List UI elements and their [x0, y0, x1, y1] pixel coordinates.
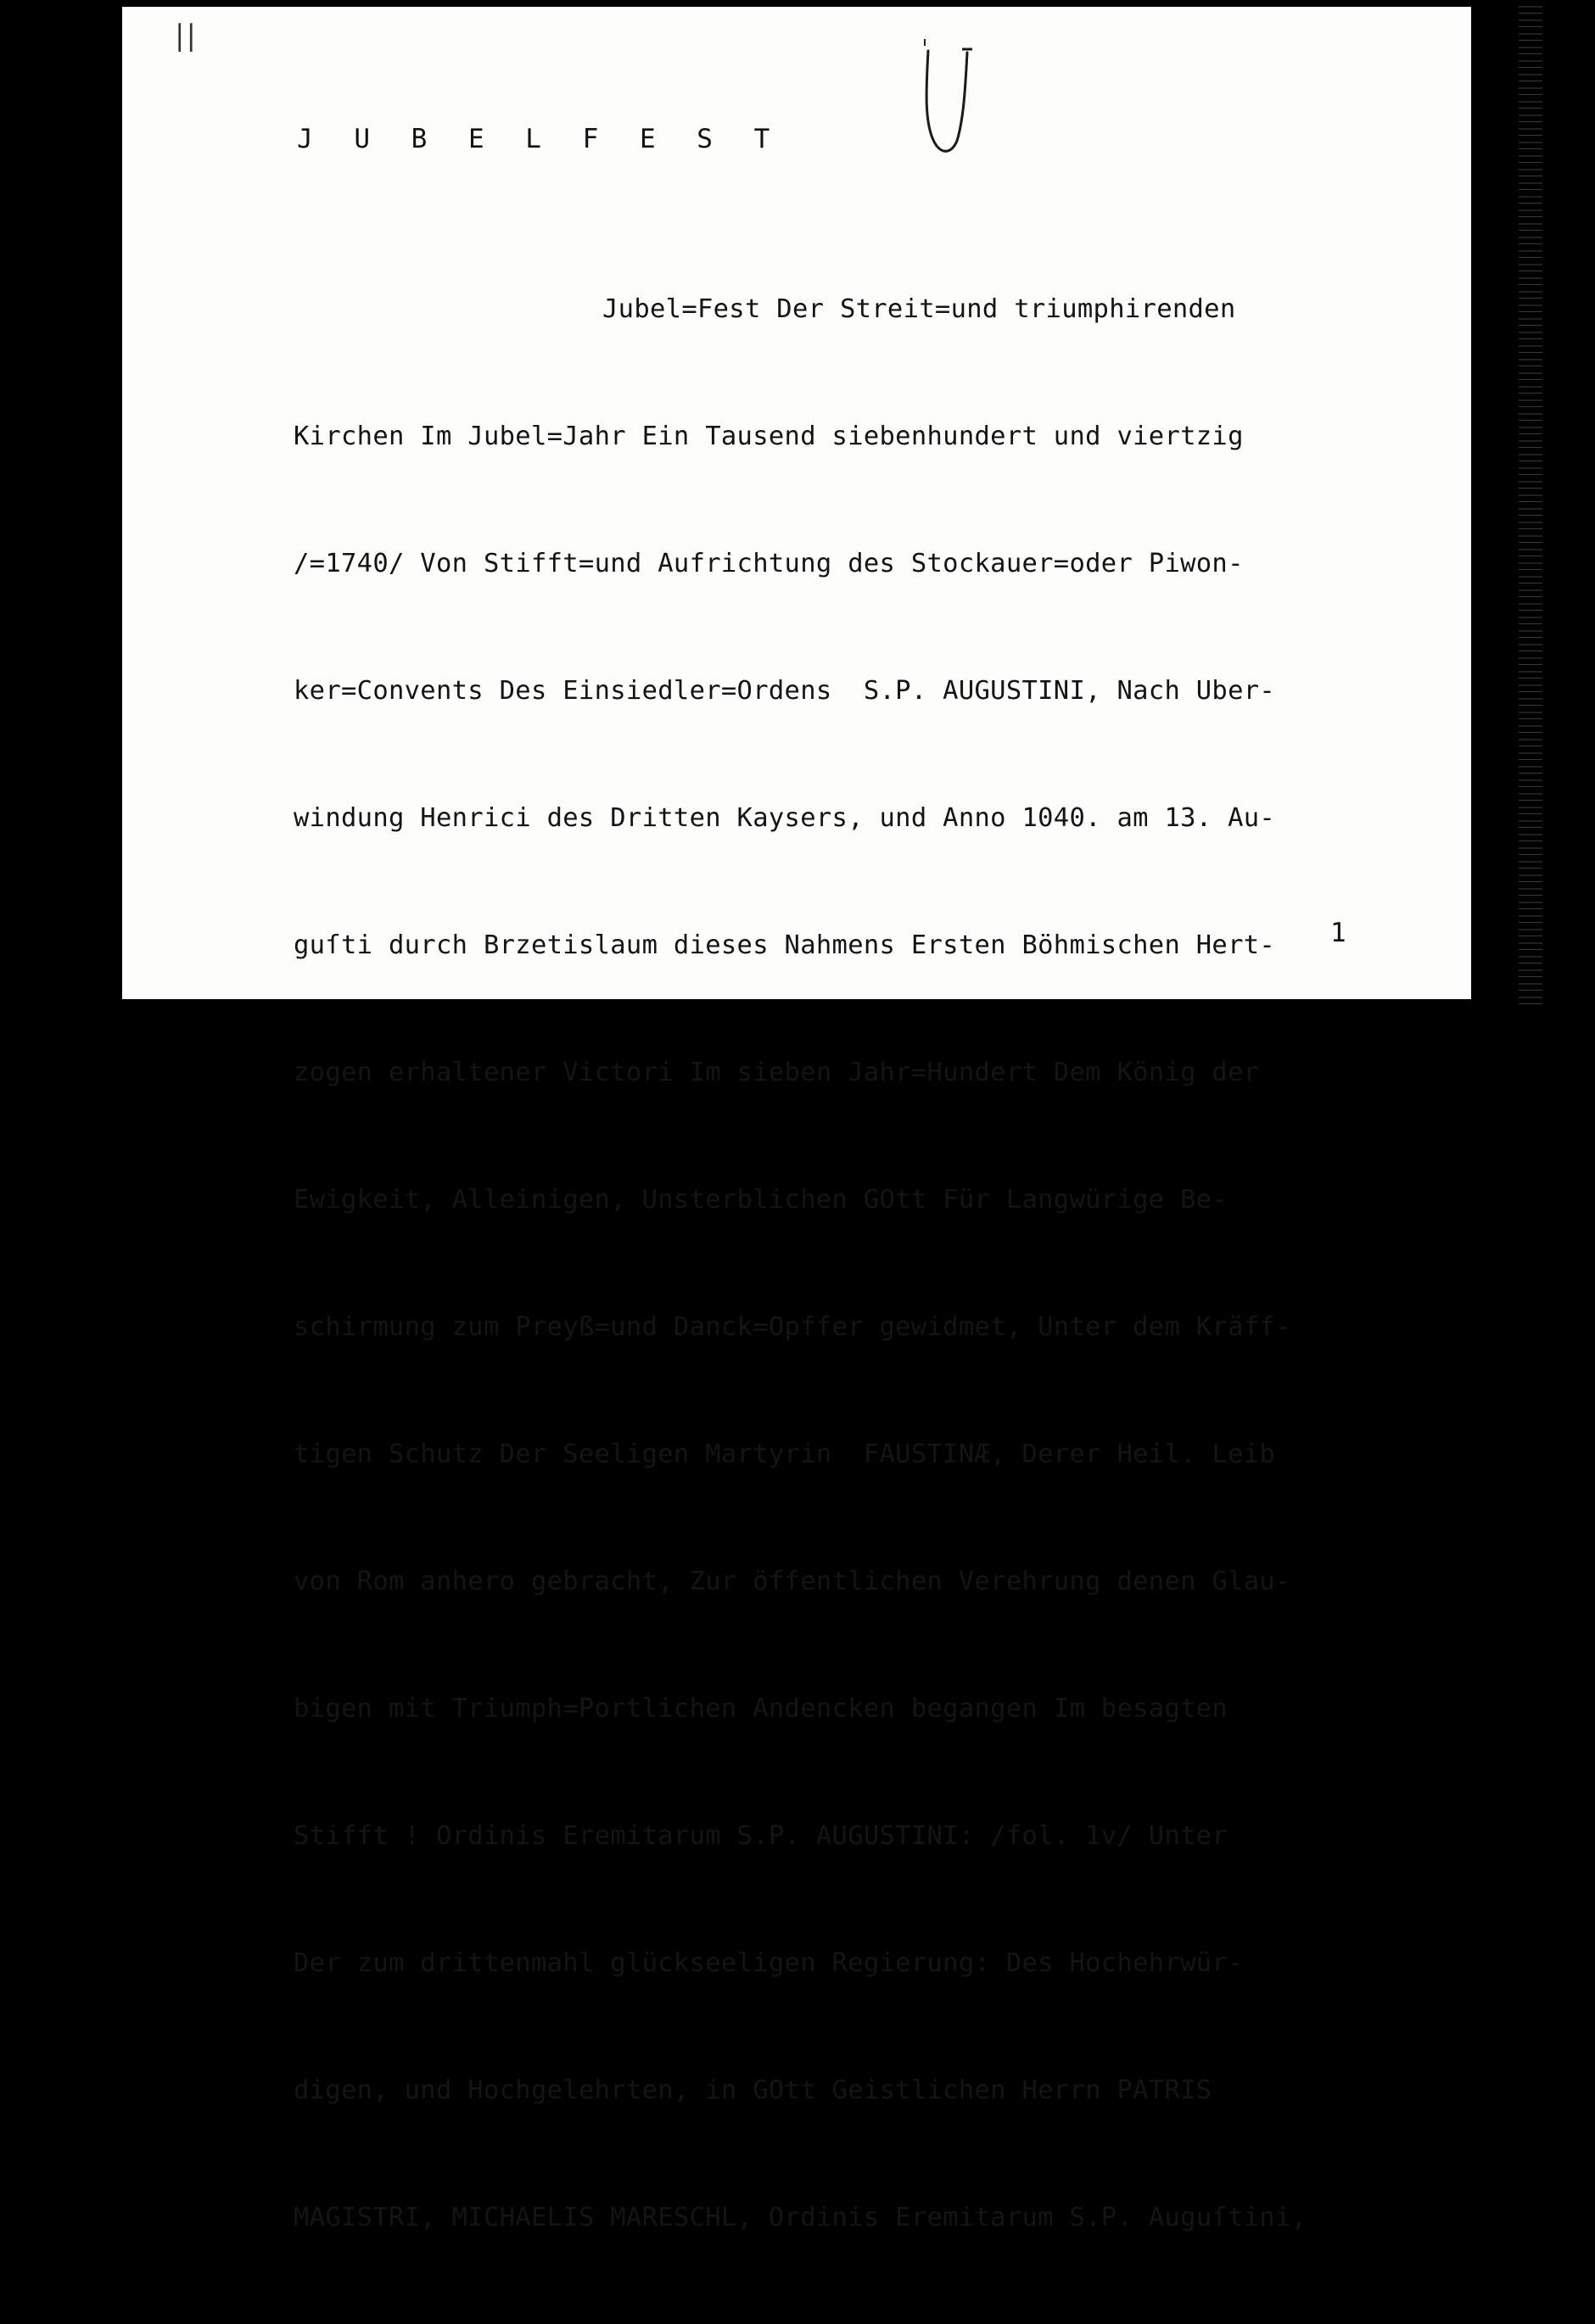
text-line: guſti durch Brzetislaum dieses Nahmens Ersten Böhmischen Hert-	[294, 930, 1276, 960]
text-line: zogen erhaltener Victori Im sieben Jahr=Hundert Dem König der	[294, 1058, 1260, 1087]
text-line: tigen Schutz Der Seeligen Martyrin FAUSTINÆ, Derer Heil. Leib	[294, 1439, 1276, 1469]
text-line: digen, und Hochgelehrten, in GOtt Geistlichen Herrn PATRIS	[294, 2075, 1212, 2105]
document-page	[122, 7, 1471, 2232]
document-body	[294, 204, 1307, 2324]
handwritten-folio-mark: ||	[175, 19, 198, 53]
text-line: schirmung zum Preyß=und Danck=Opffer gewidmet, Unter dem Kräff-	[294, 1312, 1291, 1342]
text-line: Ewigkeit, Alleinigen, Unsterblichen GOtt Für Langwürige Be-	[294, 1185, 1228, 1215]
text-line: MAGISTRI, MICHAELIS MARESCHL, Ordinis Eremitarum S.P. Auguſtini,	[294, 2203, 1307, 2232]
page-number: 1	[1330, 918, 1346, 948]
scanner-edge	[1519, 0, 1542, 1006]
document-heading: J U B E L F E S T	[297, 124, 783, 154]
text-line: Jubel=Fest Der Streit=und triumphirenden	[602, 294, 1236, 324]
text-line: bigen mit Triumph=Portlichen Andencken begangen Im besagten	[294, 1694, 1228, 1723]
text-line: Stifft ! Ordinis Eremitarum S.P. AUGUSTINI: /fol. 1v/ Unter	[294, 1821, 1228, 1851]
text-line: Kirchen Im Jubel=Jahr Ein Tausend siebenhundert und viertzig	[294, 422, 1244, 451]
handwritten-bracket-mark	[915, 34, 974, 170]
text-line: ker=Convents Des Einsiedler=Ordens S.P. AUGUSTINI, Nach Uber-	[294, 676, 1276, 706]
text-line: von Rom anhero gebracht, Zur öffentlichen Verehrung denen Glau-	[294, 1567, 1291, 1596]
text-line: Der zum drittenmahl glückseeligen Regierung: Des Hochehrwür-	[294, 1948, 1244, 1978]
text-line: /=1740/ Von Stifft=und Aufrichtung des Stockauer=oder Piwon-	[294, 549, 1244, 578]
text-line: windung Henrici des Dritten Kaysers, und Anno 1040. am 13. Au-	[294, 803, 1276, 833]
